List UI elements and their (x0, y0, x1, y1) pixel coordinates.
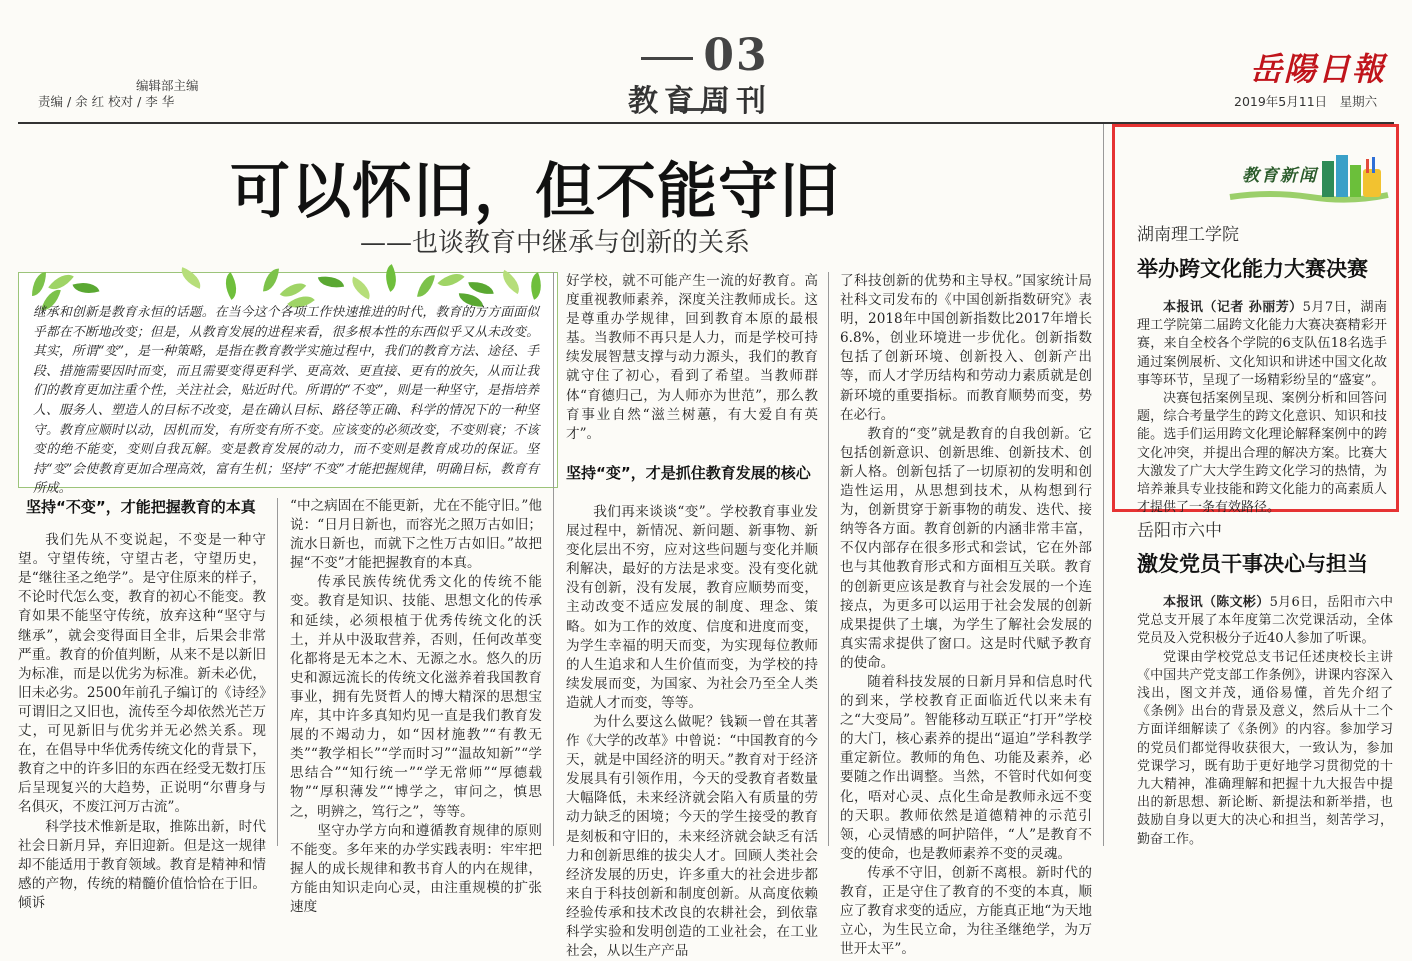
section-heading-unchange: 坚持“不变”，才能把握教育的本真 (26, 498, 256, 516)
editor-credits: 责编 / 余 红 校对 / 李 华 (38, 94, 175, 109)
leaf-icon (525, 272, 547, 299)
news-box-highlight (1112, 124, 1399, 516)
article-headline: 可以怀旧，但不能守旧 (230, 157, 840, 227)
page-number-text: 03 (703, 30, 769, 81)
article-column-2 (290, 497, 542, 917)
news2-body (1137, 594, 1393, 849)
leaf-icon (347, 276, 375, 299)
paragraph: 为什么要这么做呢？钱颖一曾在其著作《大学的改革》中曾说：“中国教育的今天，就是中国经济的明天。”教育对于经济发展具有引领作用，今天的受教育者数量大幅降低，未来经济就会陷入有质量的劳动力缺乏的困境；今天的学生接受的教育是刻板和守旧的，未来经济就会缺乏有活力和创新思维的拔尖人才。回顾人类社会经济发展的历史，许多重大的社会进步都来自于科技创新和制度创新。从高度依赖经验传承和技术改良的农耕社会，到依靠科学实验和发明创造的工业社会，在工业社会，从以生产产品 (566, 713, 818, 960)
news2-school: 岳阳市六中 (1137, 521, 1222, 541)
leaf-icon (468, 280, 493, 296)
page-section-name: 教育周刊 (628, 84, 772, 119)
paragraph: 坚守办学方向和遵循教育规律的原则不能变。多年来的办学实践表明：牢牢把握人的成长规律和教书育人的内在规律，方能由知识走向心灵，由注重规模的扩张速度 (290, 822, 542, 915)
news1-byline: 本报讯（记者 孙丽芳） (1163, 300, 1303, 315)
leaf-icon (497, 270, 525, 294)
article-column-1 (18, 498, 266, 913)
paragraph: 随着科技发展的日新月异和信息时代的到来，学校教育正面临近代以来未有之“大变局”。智能移动互联正“打开”学校的大门，核心素养的提出“逼迫”学科教学重定新位。教师的角色、功能及素养，必要随之作出调整。当然，不管时代如何变化，唔对心灵、点化生命是教师永远不变的天职。教师依然是道德精神的示范引领，心灵情感的呵护陪伴，“人”是教育不变的使命，也是教师素养不变的灵魂。 (840, 673, 1092, 862)
news2-byline: 本报讯（陈文彬） (1163, 595, 1270, 610)
leaf-icon (73, 278, 100, 298)
column-divider (553, 272, 554, 846)
intro-text: 继承和创新是教育永恒的话题。在当今这个各项工作快速推进的时代，教育的方方面面似乎都在不断地改变；但是，从教育发展的进程来看，很多根本性的东西似乎又从未改变。其实，所谓“变”，是一种策略，是指在教育教学实施过程中，我们的教育方法、途径、手段、措施需要因时而变，而且需要变得更科学、更高效、更直接、更有的放矢，从而让我们的教育更加注重个性，关注社会，贴近时代。所谓的“不变”，则是一种坚守，是指培养人、服务人、塑造人的目标不改变，是在确认目标、路径等正确、科学的情况下的一种坚守。教育应顺时以动，因机而发，有所变有所不变。应该变的必须改变，不变则衰；不该变的绝不能变，变则自我瓦解。变是教育发展的动力，而不变则是教育成功的保证。坚持“变”会使教育更加合理高效，富有生机；坚持“不变”才能把握规律，明确目标，教育有所成。 (33, 305, 539, 497)
issue-date: 2019年5月11日 星期六 (1234, 94, 1378, 109)
paragraph: 我们先从不变说起，不变是一种守望。守望传统，守望古老，守望历史，是“继往圣之绝学”。是守住原来的样子，不论时代怎么变，教育的初心不能变。教育如果不能坚守传统，放弃这种“坚守与继承”，就会变得面目全非，后果会非常严重。教育的价值判断，从来不是以新旧为标准，而是以优劣为标准。新未必优，旧未必劣。2500年前孔子编订的《诗经》可谓旧之又旧也，流传至今却依然光芒万丈，可见新旧与优劣并无必然关系。现在，在倡导中华优秀传统文化的背景下，教育之中的许多旧的东西在经受无数打压后呈现复兴的大趋势，正说明“尔曹身与名俱灭，不废江河万古流”。 (18, 532, 266, 816)
paragraph: 好学校，就不可能产生一流的好教育。高度重视教师素养，深度关注教师成长。这是尊重办学规律，回到教育本原的最根基。当教师不再只是人力，而是学校可持续发展智慧支撑与动力源头，我们的教育就守住了初心，看到了希望。当教师群体“育德归己，为人师亦为世范”，那么教育事业自然“滋兰树蕙，有大爱自有英才”。 (566, 273, 818, 442)
news2-title: 激发党员干事决心与担当 (1137, 552, 1368, 576)
paragraph: 传承民族传统优秀文化的传统不能变。教育是知识、技能、思想文化的传承和延续，必须根植于优秀传统文化的沃土，并从中汲取营养，否则，任何改革变化都将是无本之木、无源之水。悠久的历史和源远流长的传统文化滋养着我国教育事业，拥有先贤哲人的博大精深的思想宝库，其中许多真知灼见一直是我们教育发展的不竭动力，如“因材施教”“有教无类”“教学相长”“学而时习”“温故知新”“学思结合”“知行统一”“学无常师”“厚德载物”“厚积薄发”“博学之，审问之，慎思之，明辨之，笃行之”，等等。 (290, 574, 542, 820)
education-news-badge (1230, 147, 1388, 207)
page-number-rule-left (641, 57, 693, 60)
leaf-icon (177, 267, 204, 289)
leaf-icon (437, 267, 464, 294)
column-divider (828, 272, 829, 846)
leaf-icon (219, 272, 244, 300)
newspaper-logo: 岳陽日報 (1250, 50, 1387, 88)
intro-box (18, 272, 558, 497)
leaf-icon (379, 264, 402, 292)
article-column-4 (840, 272, 1092, 959)
paragraph: “中之病固在不能更新，尤在不能守旧。”他说：“日月日新也，而容光之照万古如旧；流水日新也，而就下之性万古如旧。”故把握“不变”才能把握教育的本真。 (290, 498, 542, 572)
editor-dept: 编辑部主编 (136, 78, 199, 93)
column-divider (277, 498, 278, 846)
paragraph: 我们再来谈谈“变”。学校教育事业发展过程中，新情况、新问题、新事物、新变化层出不穷，应对这些问题与变化并顺利解决，最好的方法是求变。没有变化就没有创新，没有发展，教育应顺势而变，主动改变不适应发展的制度、理念、策略。如为工作的效度、信度和进度而变，为学生幸福的明天而变，为实现每位教师的人生追求和人生价值而变，为学校的持续发展而变，为国家、为社会乃至全人类造就人才而变，等等。 (566, 503, 818, 711)
leaf-icon (417, 273, 435, 299)
paragraph: 传承不守旧，创新不离根。新时代的教育，正是守住了教育的不变的本真，顺应了教育求变的适应，方能真正地“为天地立心，为生民立命，为往圣继绝学，为万世开太平”。 (840, 864, 1092, 958)
news1-body (1137, 299, 1387, 517)
news2-p2: 党课由学校党总支书记任述庚校长主讲《中国共产党支部工作条例》，讲课内容深入浅出，图文并茂，通俗易懂，首先介绍了《条例》出台的背景及意义，然后从十二个方面详细解读了《条例》的内容。参加学习的党员们都觉得收获很大，一致认为，参加党课学习，既有助于更好地学习贯彻党的十九大精神，准确理解和把握十九大报告中提出的新思想、新论断、新提法和新举措，也鼓励自身以更大的决心和担当，刻苦学习，勤奋工作。 (1137, 649, 1393, 847)
news1-p1: 5月7日，湖南理工学院第二届跨文化能力大赛决赛精彩开赛，来自全校各个学院的6支队伍18名选手通过案例展析、文化知识和讲述中国文化故事等环节，呈现了一场精彩纷呈的“盛宴”。 (1137, 300, 1387, 388)
page-credits (38, 78, 199, 110)
paragraph: 科学技术惟新是取，推陈出新，时代社会日新月异，弃旧迎新。但是这一规律却不能适用于教育领域。教育是精神和情感的产物，传统的精髓价值恰恰在于旧。倾诉 (18, 818, 266, 911)
paragraph: 了科技创新的优势和主导权。”国家统计局社科文司发布的《中国创新指数研究》表明，2018年中国创新指数比2017年增长6.8%，创业环境进一步优化。创新指数包括了创新环境、创新投入、创新产出等，而人才学历结构和劳动力素质就是创新环境的重要指标。而教育顺势而变，势在必行。 (840, 273, 1092, 423)
news2-p1: 5月6日，岳阳市六中党总支开展了本年度第二次党课活动，全体党员及入党积极分子近40人参加了听课。 (1137, 595, 1393, 647)
leaf-icon (263, 267, 279, 292)
section-heading-change: 坚持“变”，才是抓住教育发展的核心 (566, 463, 811, 482)
news1-school: 湖南理工学院 (1137, 225, 1239, 245)
paragraph: 教育的“变”就是教育的自我创新。它包括创新意识、创新思维、创新技术、创新人格。创新包括了一切原初的发明和创造性运用，从思想到技术，从构想到行为，创新贯穿于新事物的萌发、迭代、接纳等各方面。教育创新的内涵非常丰富，不仅内部存在很多形式和尝试，它在外部也与其他教育形式和方面相互关联。教育的创新更应该是教育与社会发展的一个连接点，为更多可以运用于社会发展的创新成果提供了土壤，为学生了解社会发展的真实需求提供了窗口。这是时代赋予教育的使命。 (840, 425, 1092, 671)
article-column-3 (566, 272, 818, 961)
badge-label: 教育新闻 (1242, 166, 1318, 186)
article-subheadline: ——也谈教育中继承与创新的关系 (360, 228, 751, 258)
leaf-icon (32, 272, 46, 296)
news1-p2: 决赛包括案例呈现、案例分析和回答问题，综合考量学生的跨文化意识、知识和技能。选手们运用跨文化理论解释案例中的跨文化冲突，并提出合理的解决方案。比赛大大激发了广大大学生跨文化学习的热情，为培养兼具专业技能和跨文化能力的高素质人才提供了一条有效路径。 (1137, 391, 1387, 516)
leaf-icon (318, 273, 344, 291)
column-divider (1103, 124, 1104, 846)
news1-title: 举办跨文化能力大赛决赛 (1137, 257, 1368, 281)
